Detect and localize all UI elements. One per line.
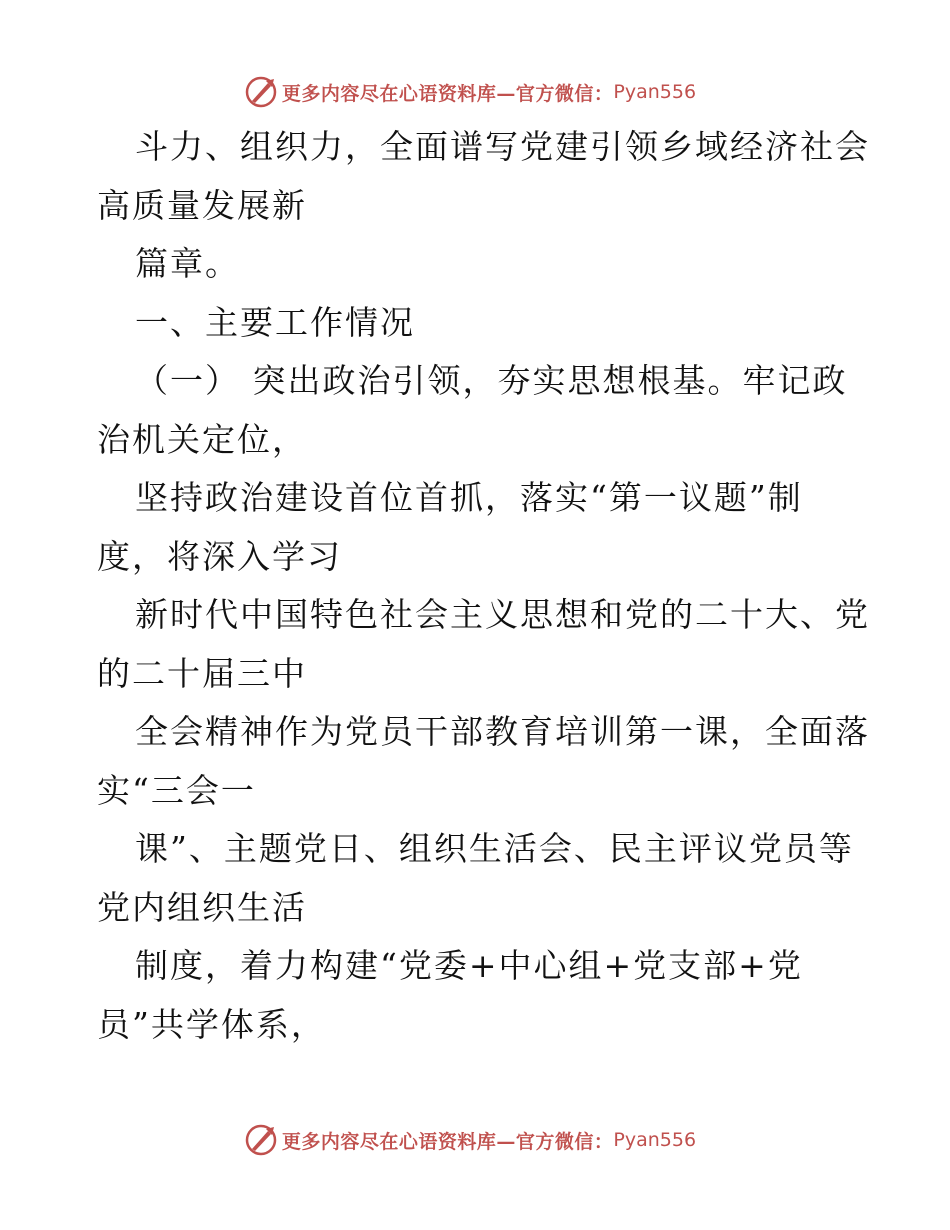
text-line: 篇章。 [135, 244, 240, 283]
text-line: 课”、主题党日、组织生活会、民主评议党员等 [135, 829, 854, 868]
text-line: 高质量发展新 [97, 185, 307, 225]
text-line: 党内组织生活 [97, 887, 307, 927]
text-line: 实“三会一 [97, 770, 256, 810]
text-line: 新时代中国特色社会主义思想和党的二十大、党 [135, 595, 870, 634]
text-line: 全会精神作为党员干部教育培训第一课，全面落 [135, 712, 870, 751]
header-banner-wechat: Pyan556 [613, 81, 697, 103]
text-line: 度，将深入学习 [97, 536, 342, 576]
quill-pen-logo-icon [244, 75, 278, 109]
text-line: 员”共学体系， [97, 1004, 326, 1044]
footer-banner-text: 更多内容尽在心语资料库—官方微信： [281, 1130, 614, 1153]
quill-pen-logo-icon [244, 1123, 278, 1157]
text-line: 的二十届三中 [97, 653, 307, 693]
footer-banner-wechat: Pyan556 [613, 1129, 697, 1151]
header-banner-text: 更多内容尽在心语资料库—官方微信： [281, 82, 614, 105]
text-line: 治机关定位， [97, 419, 307, 459]
text-line: 坚持政治建设首位首抓，落实“第一议题”制 [135, 478, 803, 517]
text-line: （一） 突出政治引领，夯实思想根基。牢记政 [135, 361, 848, 400]
text-line: 斗力、组织力，全面谱写党建引领乡域经济社会 [135, 127, 870, 166]
text-line: 制度，着力构建“党委+中心组+党支部+党 [135, 946, 803, 985]
header-banner [0, 72, 950, 112]
section-heading: 一、主要工作情况 [135, 302, 415, 342]
footer-banner [0, 1120, 950, 1160]
document-body [97, 118, 877, 1054]
